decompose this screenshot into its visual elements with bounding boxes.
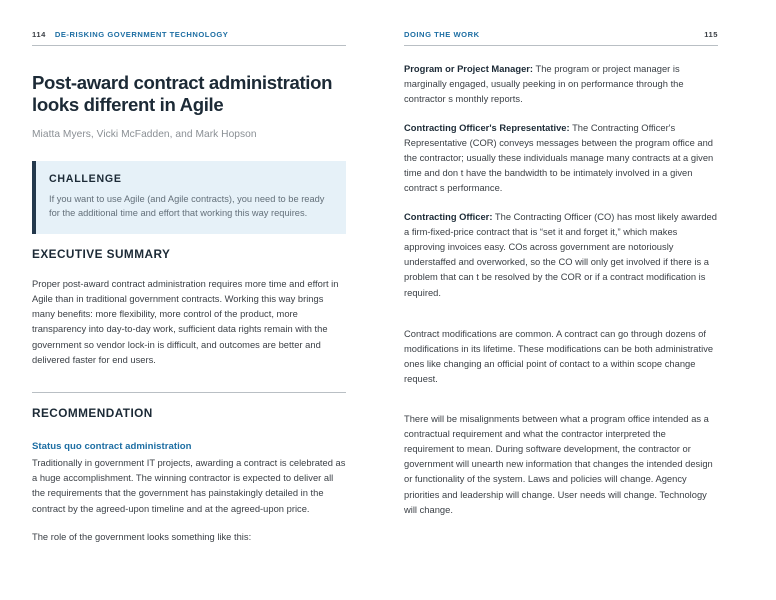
role-program-manager-text: The program or project manager is marginally engaged, usually peeking in on performance through the contractor s monthly reports. <box>404 64 684 105</box>
article-title: Post-award contract administration looks different in Agile <box>32 72 333 115</box>
status-quo-paragraph: Traditionally in government IT projects, awarding a contract is celebrated as a huge accomplishment. The winning contractor is expected to deliver all the requirements that the government has painstakingly detailed in the contract by the agreed-upon timeline and at the agreed-upon price. <box>32 458 346 514</box>
executive-summary-paragraph: Proper post-award contract administration requires more time and effort in Agile than in traditional government contracts. Working this way brings many benefits: more flexibility, more control of the product, more transparency into day-to-day work, sufficient data rights remain with the government so vendor lock-in is difficult, and outcomes are better and delivered faster for end users. <box>32 278 339 365</box>
recommendation-divider <box>32 392 346 393</box>
challenge-text: If you want to use Agile (and Agile contracts), you need to be ready for the additional time and effort that working this way requires. <box>49 194 325 219</box>
article-authors: Miatta Myers, Vicki McFadden, and Mark Hopson <box>32 129 257 140</box>
challenge-label: CHALLENGE <box>49 173 122 185</box>
role-contracting-officer <box>404 210 718 301</box>
role-contracting-officer-lead: Contracting Officer: <box>404 211 493 222</box>
contract-modifications-paragraph: Contract modifications are common. A contract can go through dozens of modifications in its lifetime. These modifications can be both administrative ones like changing an official point of contact to a within scope change request. <box>404 328 714 385</box>
role-cor-text: The Contracting Officer's Representative (COR) conveys messages between the program office and the contractor; usually these individuals manage many contracts at a given time and don t have the bandwidth to be intimately involved in a given contract s performance. <box>404 122 714 194</box>
status-quo-subheading: Status quo contract administration <box>32 441 192 453</box>
executive-summary-heading: EXECUTIVE SUMMARY <box>32 246 171 261</box>
page-number-left: 114 <box>32 30 46 39</box>
role-program-manager <box>404 62 718 108</box>
running-head-title-left: DE-RISKING GOVERNMENT TECHNOLOGY <box>54 30 229 39</box>
page-number-right: 115 <box>704 30 718 39</box>
right-column <box>404 30 718 545</box>
role-program-manager-lead: Program or Project Manager: <box>404 64 534 74</box>
running-head-right <box>404 30 718 46</box>
running-head-left <box>32 30 346 46</box>
role-cor-lead: Contracting Officer's Representative: <box>404 122 570 133</box>
role-cor <box>404 121 718 197</box>
role-contracting-officer-text: The Contracting Officer (CO) has most likely awarded a firm-fixed-price contract that is “set it and forget it,” which makes approving invoices easy. COs across government are notoriously understaffed and overworked, so the CO will only get involved if there is a problem that can t be resolved by the COR or if a contract modification is required. <box>404 211 717 298</box>
government-role-intro: The role of the government looks something like this: <box>32 531 252 542</box>
misalignments-paragraph: There will be misalignments between what a program office intended as a contractual requirement and what the contractor interpreted the requirement to mean. During software development, the contractor or government will unearth new information that changes the intended design or functionality of the system. Laws and policies will change. Agency priorities and leadership will change. User needs will change. Technology will change. <box>404 413 713 515</box>
challenge-callout <box>32 161 346 234</box>
left-column <box>32 30 346 545</box>
recommendation-heading: RECOMMENDATION <box>32 406 153 421</box>
running-head-title-right: DOING THE WORK <box>404 30 480 39</box>
